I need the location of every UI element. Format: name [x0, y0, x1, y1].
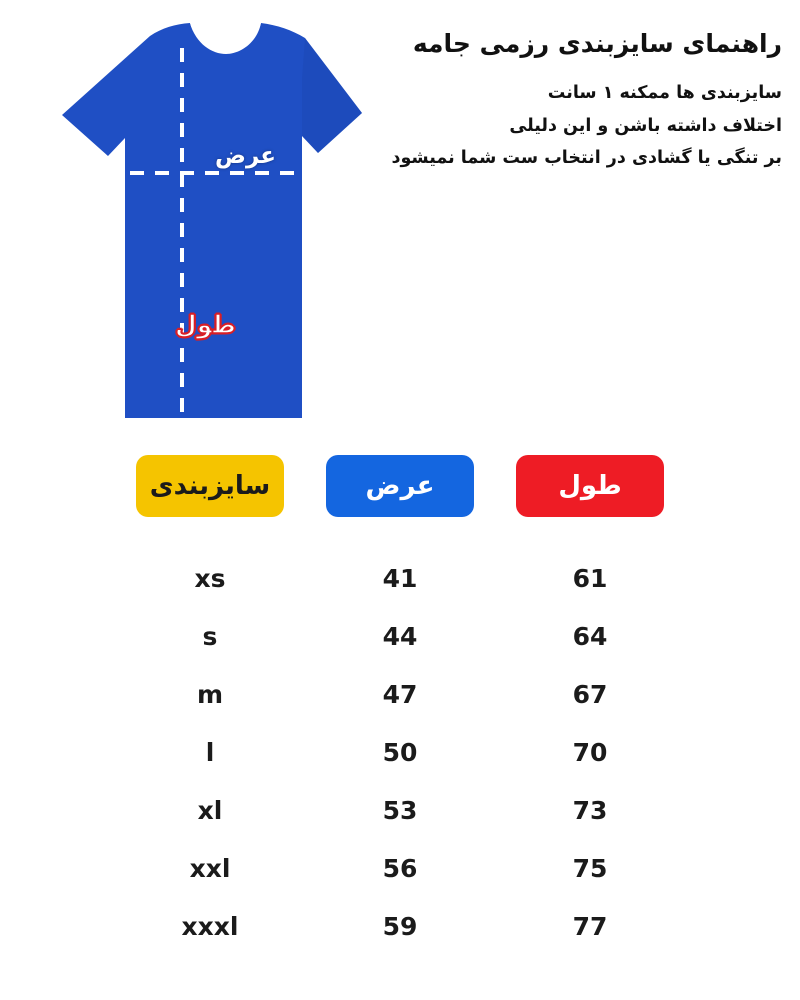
cell-size: xxxl	[181, 911, 239, 941]
column-header-size: سایزبندی	[136, 455, 284, 517]
table-row	[0, 665, 800, 723]
cell-size: xxl	[189, 853, 231, 883]
table-row	[0, 781, 800, 839]
size-table	[0, 455, 800, 955]
cell-width: 53	[382, 795, 418, 825]
header-notes	[362, 77, 782, 174]
cell-length: 61	[572, 563, 608, 593]
cell-size: xs	[194, 563, 226, 593]
column-header-width: عرض	[326, 455, 474, 517]
cell-size: l	[205, 737, 215, 767]
width-label: عرض	[215, 143, 276, 169]
cell-width: 56	[382, 853, 418, 883]
header-note-line-3: بر تنگی یا گشادی در انتخاب ست شما نمیشود	[391, 148, 782, 168]
cell-length: 70	[572, 737, 608, 767]
tshirt-icon	[30, 18, 370, 418]
table-row	[0, 549, 800, 607]
header-note-line-1: سایزبندی ها ممکنه ۱ سانت	[547, 83, 782, 104]
cell-length: 73	[572, 795, 608, 825]
table-header-row	[0, 455, 800, 517]
table-row	[0, 839, 800, 897]
cell-size: xl	[197, 795, 223, 825]
cell-size: m	[196, 679, 224, 709]
top-section	[0, 0, 800, 430]
page-title: راهنمای سایزبندی رزمی جامه	[412, 29, 782, 58]
cell-width: 41	[382, 563, 418, 593]
cell-width: 44	[382, 621, 418, 651]
tshirt-diagram	[30, 18, 370, 418]
cell-width: 47	[382, 679, 418, 709]
cell-length: 67	[572, 679, 608, 709]
header-note-line-2: اختلاف داشته باشن و این دلیلی	[509, 115, 782, 136]
cell-width: 50	[382, 737, 418, 767]
header-text-block	[362, 28, 782, 174]
cell-length: 75	[572, 853, 608, 883]
table-row	[0, 723, 800, 781]
table-row	[0, 607, 800, 665]
cell-length: 64	[572, 621, 608, 651]
length-label: طول	[175, 310, 236, 339]
tshirt-sleeve-shading	[302, 38, 362, 153]
table-header-spacer	[0, 517, 800, 549]
cell-width: 59	[382, 911, 418, 941]
cell-length: 77	[572, 911, 608, 941]
column-header-length: طول	[516, 455, 664, 517]
cell-size: s	[202, 621, 218, 651]
table-row	[0, 897, 800, 955]
